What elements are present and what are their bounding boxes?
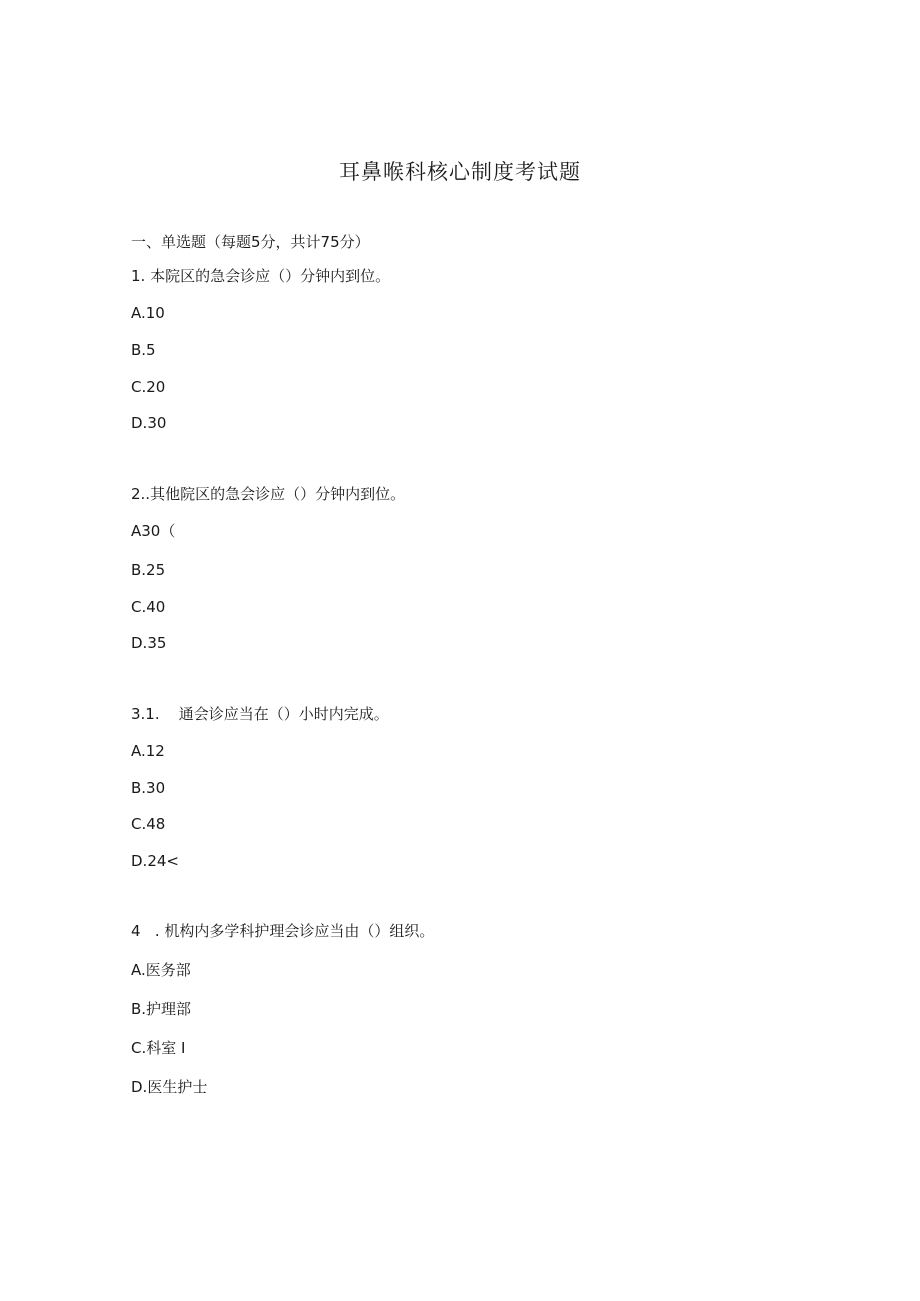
question-3-option-d: D.24< xyxy=(131,852,179,870)
question-4-option-b: B.护理部 xyxy=(131,1000,192,1018)
question-4-option-a: A.医务部 xyxy=(131,961,191,979)
question-1-option-b: B.5 xyxy=(131,341,156,359)
question-3-option-c: C.48 xyxy=(131,815,166,833)
question-2-option-d: D.35 xyxy=(131,634,167,652)
question-4-stem: 4 . 机构内多学科护理会诊应当由（）组织。 xyxy=(131,922,435,940)
question-4-option-d: D.医生护士 xyxy=(131,1078,208,1096)
question-1-option-c: C.20 xyxy=(131,378,166,396)
question-1-option-a: A.10 xyxy=(131,304,165,322)
question-2-option-b: B.25 xyxy=(131,561,166,579)
section-heading: 一、单选题（每题5分，共计75分） xyxy=(131,233,370,251)
question-1-stem: 1. 本院区的急会诊应（）分钟内到位。 xyxy=(131,267,391,285)
question-3-option-b: B.30 xyxy=(131,779,166,797)
question-2-stem: 2..其他院区的急会诊应（）分钟内到位。 xyxy=(131,485,406,503)
question-2-option-c: C.40 xyxy=(131,598,166,616)
question-4-option-c: C.科室 I xyxy=(131,1039,186,1057)
question-3-stem: 3.1. 通会诊应当在（）小时内完成。 xyxy=(131,705,389,723)
question-3-option-a: A.12 xyxy=(131,742,165,760)
question-2-option-a: A30（ xyxy=(131,522,176,540)
page-title: 耳鼻喉科核心制度考试题 xyxy=(339,160,581,184)
question-1-option-d: D.30 xyxy=(131,414,167,432)
